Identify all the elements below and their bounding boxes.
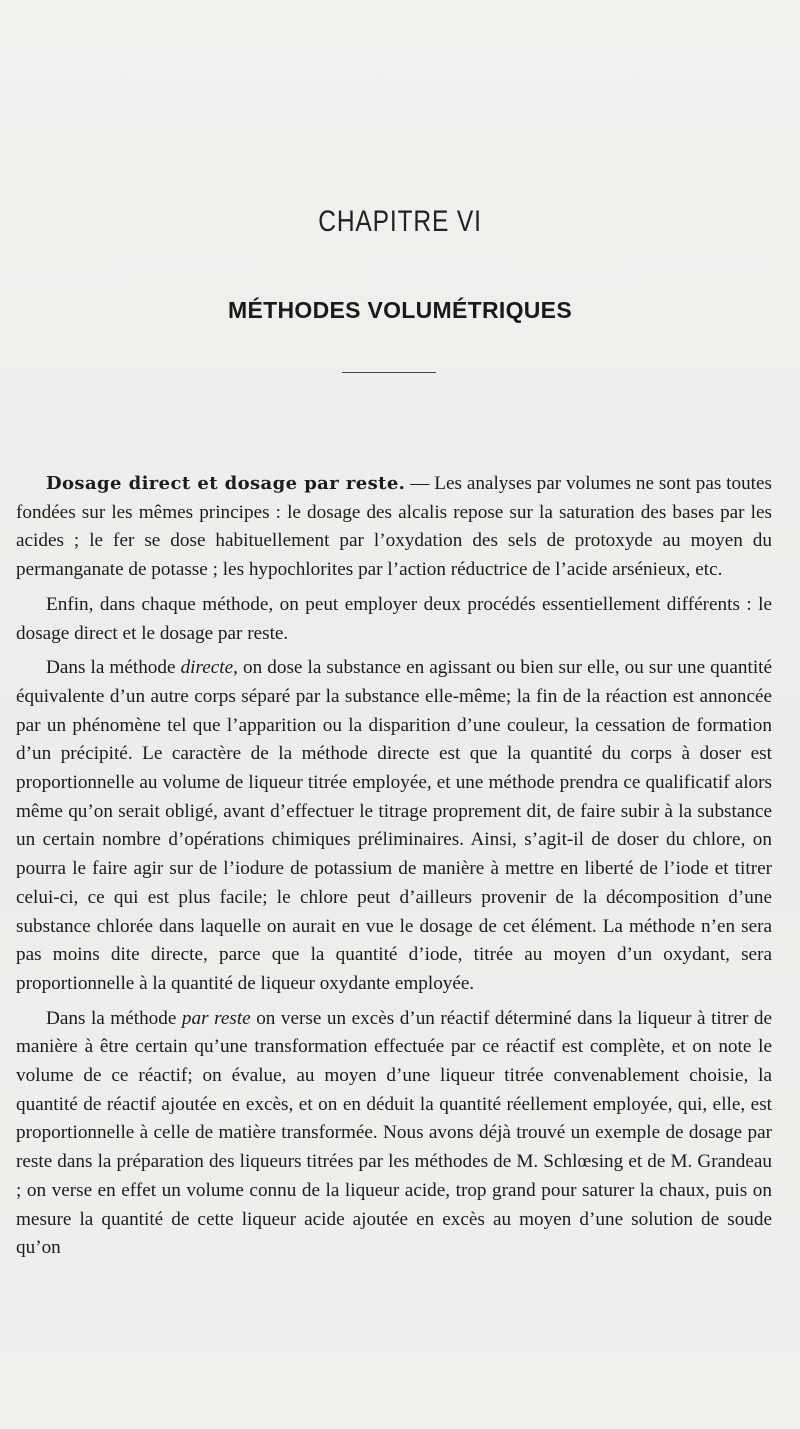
paragraph-4	[16, 1005, 772, 1263]
paragraph-2: Enfin, dans chaque méthode, on peut employer deux procédés essentiellement différents : le dosage direct et le dosage par reste.	[16, 593, 772, 644]
paragraph-4-lead: Dans la méthode	[46, 1007, 182, 1029]
paragraph-3-emphasis: directe	[180, 657, 234, 679]
paragraph-4-emphasis: par reste	[181, 1007, 251, 1029]
paragraph-3-text: , on dose la substance en agissant ou bien sur elle, ou sur une quantité équivalente d’un autre corps séparé par la substance elle-même; la fin de la réaction est annoncée par un phénomène tel que l’apparition ou la disparition d’une couleur, la cessation de formation d’un précipité. Le caractère de la méthode directe est que la quantité du corps à doser est proportionnelle au volume de liqueur titrée employée, et une méthode prendra ce qualificatif alors même qu’on serait obligé, avant d’effectuer le titrage proprement dit, de faire subir à la substance un certain nombre d’opérations chimiques préliminaires. Ainsi, s’agit-il de doser du chlore, on pourra le faire agir sur de l’iodure de potassium de manière à mettre en liberté de l’iode et titrer celui-ci, ce qui est plus facile; le chlore peut d’ailleurs provenir de la décomposition d’une substance chlorée dans laquelle on aurait en vue le dosage de cet élément. La méthode n’en sera pas moins dite directe, parce que la quantité d’iode, titrée au moyen d’un oxydant, sera proportionnelle à la quantité de liqueur oxydante employée.	[16, 657, 772, 994]
paragraph-1-text: — Les analyses par volumes ne sont pas toutes fondées sur les mêmes principes : le dosage des alcalis repose sur la saturation des bases par les acides ; le fer se dose habituellement par l’oxydation des sels de protoxyde au moyen du permanganate de potasse ; les hypochlorites par l’action réductrice de l’acide arsénieux, etc.	[16, 473, 773, 581]
divider-rule	[342, 372, 436, 373]
paragraph-3-lead: Dans la méthode	[46, 657, 181, 679]
chapter-subtitle: MÉTHODES VOLUMÉTRIQUES	[228, 297, 572, 323]
chapter-title: CHAPITRE VI	[318, 205, 482, 238]
paragraph-3	[16, 654, 772, 998]
run-in-heading: Dosage direct et dosage par reste.	[46, 473, 406, 494]
body-text	[16, 470, 772, 1269]
paragraph-4-text: on verse un excès d’un réactif déterminé dans la liqueur à titrer de manière à être certain qu’une transformation effectuée par ce réactif est complète, et on note le volume de ce réactif; on évalue, au moyen d’une liqueur titrée convenablement choisie, la quantité de réactif ajoutée en excès, et on en déduit la quantité réellement employée, qui, elle, est proportionnelle à celle de matière transformée. Nous avons déjà trouvé un exemple de dosage par reste dans la préparation des liqueurs titrées par les méthodes de M. Schlœsing et de M. Grandeau ; on verse en effet un volume connu de la liqueur acide, trop grand pour saturer la chaux, puis on mesure la quantité de cette liqueur acide ajoutée en excès au moyen d’une solution de soude qu’on	[16, 1007, 772, 1259]
paragraph-1	[16, 470, 772, 585]
